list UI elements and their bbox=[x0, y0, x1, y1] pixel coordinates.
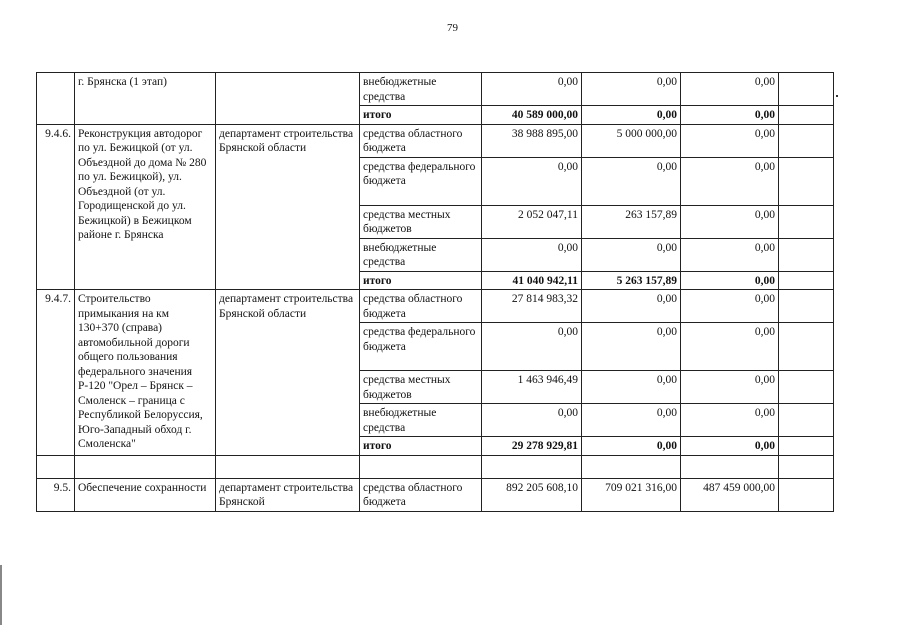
funding-source: средства областного бюджета bbox=[360, 124, 482, 157]
value-col-3: 487 459 000,00 bbox=[681, 478, 779, 511]
row-department: департамент строительства Брянской bbox=[216, 478, 360, 511]
value-col-2: 263 157,89 bbox=[582, 205, 681, 238]
funding-source: итого bbox=[360, 437, 482, 456]
value-col-4 bbox=[779, 404, 834, 437]
row-code: 9.4.6. bbox=[37, 124, 75, 290]
table-row bbox=[37, 478, 834, 511]
value-col-3: 0,00 bbox=[681, 157, 779, 205]
value-col-1: 0,00 bbox=[482, 157, 582, 205]
row-name: Строительство примыкания на км 130+370 (справа) автомобильной дороги общего пользования федерального значения Р-120 "Орел – Брянск – Смоленск – граница с Республикой Белоруссия, Юго-Западный обход г. Смоленска" bbox=[75, 290, 216, 456]
funding-source: средства областного бюджета bbox=[360, 478, 482, 511]
row-department: департамент строительства Брянской области bbox=[216, 290, 360, 456]
value-col-3: 0,00 bbox=[681, 371, 779, 404]
value-col-4 bbox=[779, 323, 834, 371]
scan-edge-mark bbox=[0, 565, 2, 625]
value-col-2: 0,00 bbox=[582, 106, 681, 125]
row-name: Реконструкция автодорог по ул. Бежицкой (от ул. Объездной до дома № 280 по ул. Бежицкой), ул. Объездной (от ул. Городищенской до ул. Бежицкой) в Бежицком районе г. Брянска bbox=[75, 124, 216, 290]
table-row bbox=[37, 290, 834, 323]
table-row bbox=[37, 73, 834, 106]
value-col-3: 0,00 bbox=[681, 323, 779, 371]
value-col-2: 0,00 bbox=[582, 437, 681, 456]
page-number: 79 bbox=[447, 22, 458, 34]
table-spacer-row bbox=[37, 455, 834, 478]
value-col-4 bbox=[779, 290, 834, 323]
row-code: 9.4.7. bbox=[37, 290, 75, 456]
value-col-3: 0,00 bbox=[681, 106, 779, 125]
value-col-3: 0,00 bbox=[681, 404, 779, 437]
value-col-2: 0,00 bbox=[582, 157, 681, 205]
value-col-4 bbox=[779, 371, 834, 404]
row-name: Обеспечение сохранности bbox=[75, 478, 216, 511]
value-col-1: 41 040 942,11 bbox=[482, 271, 582, 290]
value-col-2: 709 021 316,00 bbox=[582, 478, 681, 511]
value-col-1: 0,00 bbox=[482, 73, 582, 106]
value-col-4 bbox=[779, 157, 834, 205]
value-col-2: 5 000 000,00 bbox=[582, 124, 681, 157]
funding-source: итого bbox=[360, 271, 482, 290]
value-col-4 bbox=[779, 478, 834, 511]
funding-source: средства федерального бюджета bbox=[360, 323, 482, 371]
funding-source: средства областного бюджета bbox=[360, 290, 482, 323]
row-code: 9.5. bbox=[37, 478, 75, 511]
funding-source: средства местных бюджетов bbox=[360, 371, 482, 404]
value-col-4 bbox=[779, 437, 834, 456]
funding-source: внебюджетные средства bbox=[360, 238, 482, 271]
value-col-1: 0,00 bbox=[482, 238, 582, 271]
value-col-4 bbox=[779, 124, 834, 157]
value-col-4 bbox=[779, 238, 834, 271]
value-col-2: 5 263 157,89 bbox=[582, 271, 681, 290]
value-col-2: 0,00 bbox=[582, 323, 681, 371]
value-col-4 bbox=[779, 271, 834, 290]
value-col-1: 40 589 000,00 bbox=[482, 106, 582, 125]
value-col-1: 892 205 608,10 bbox=[482, 478, 582, 511]
value-col-4 bbox=[779, 73, 834, 106]
value-col-2: 0,00 bbox=[582, 404, 681, 437]
value-col-1: 0,00 bbox=[482, 404, 582, 437]
row-name: г. Брянска (1 этап) bbox=[75, 73, 216, 125]
value-col-3: 0,00 bbox=[681, 271, 779, 290]
value-col-2: 0,00 bbox=[582, 73, 681, 106]
funding-source: внебюджетные средства bbox=[360, 73, 482, 106]
value-col-3: 0,00 bbox=[681, 205, 779, 238]
value-col-4 bbox=[779, 205, 834, 238]
budget-table bbox=[36, 72, 834, 512]
value-col-1: 1 463 946,49 bbox=[482, 371, 582, 404]
scan-speck bbox=[836, 95, 838, 97]
value-col-1: 29 278 929,81 bbox=[482, 437, 582, 456]
value-col-1: 0,00 bbox=[482, 323, 582, 371]
value-col-1: 2 052 047,11 bbox=[482, 205, 582, 238]
value-col-3: 0,00 bbox=[681, 437, 779, 456]
value-col-3: 0,00 bbox=[681, 73, 779, 106]
row-code bbox=[37, 73, 75, 125]
funding-source: внебюджетные средства bbox=[360, 404, 482, 437]
table-row bbox=[37, 124, 834, 157]
value-col-4 bbox=[779, 106, 834, 125]
funding-source: средства местных бюджетов bbox=[360, 205, 482, 238]
funding-source: итого bbox=[360, 106, 482, 125]
value-col-1: 27 814 983,32 bbox=[482, 290, 582, 323]
value-col-2: 0,00 bbox=[582, 371, 681, 404]
row-department: департамент строительства Брянской области bbox=[216, 124, 360, 290]
value-col-3: 0,00 bbox=[681, 290, 779, 323]
value-col-1: 38 988 895,00 bbox=[482, 124, 582, 157]
value-col-3: 0,00 bbox=[681, 124, 779, 157]
row-department bbox=[216, 73, 360, 125]
value-col-2: 0,00 bbox=[582, 290, 681, 323]
funding-source: средства федерального бюджета bbox=[360, 157, 482, 205]
value-col-3: 0,00 bbox=[681, 238, 779, 271]
value-col-2: 0,00 bbox=[582, 238, 681, 271]
